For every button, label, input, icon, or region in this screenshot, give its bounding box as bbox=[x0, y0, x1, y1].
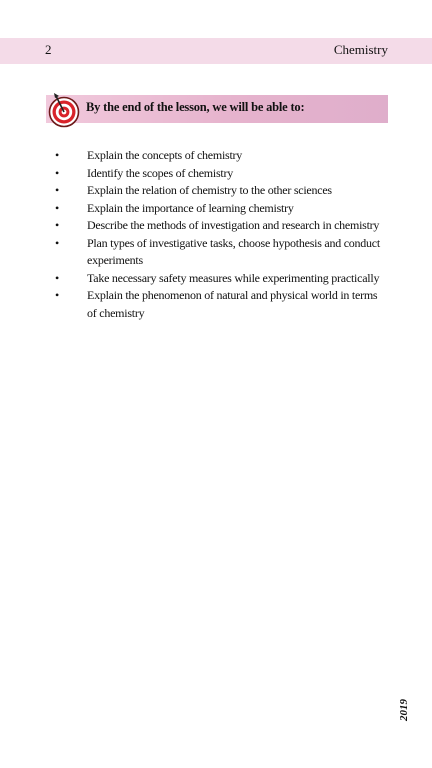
page-number: 2 bbox=[45, 42, 52, 57]
list-item: • Explain the relation of chemistry to the other sciences bbox=[55, 182, 385, 200]
objectives-list bbox=[55, 147, 385, 322]
year-label: 2019 bbox=[398, 699, 410, 721]
bullet-icon: • bbox=[55, 183, 59, 197]
bullet-icon: • bbox=[55, 288, 59, 302]
list-item: • Describe the methods of investigation and research in chemistry bbox=[55, 217, 385, 235]
bullet-icon: • bbox=[55, 218, 59, 232]
bullet-icon: • bbox=[55, 165, 59, 180]
list-item: • Plan types of investigative tasks, choose hypothesis and conduct experiments bbox=[55, 235, 380, 267]
list-item: • Take necessary safety measures while experimenting practically bbox=[55, 270, 385, 288]
bullet-icon: • bbox=[55, 148, 59, 162]
target-icon bbox=[46, 92, 82, 128]
running-title: Chemistry bbox=[333, 42, 388, 57]
list-item: • Identify the scopes of chemistry bbox=[55, 165, 385, 183]
bullet-icon: • bbox=[55, 270, 59, 285]
list-item: • Explain the importance of learning chemistry bbox=[55, 200, 385, 218]
bullet-icon: • bbox=[55, 200, 59, 215]
list-item: • Explain the phenomenon of natural and physical world in terms of chemistry bbox=[55, 288, 378, 320]
list-item: • Explain the concepts of chemistry bbox=[55, 147, 385, 165]
bullet-icon: • bbox=[55, 235, 59, 250]
objectives-heading: By the end of the lesson, we will be able to: bbox=[86, 100, 305, 114]
